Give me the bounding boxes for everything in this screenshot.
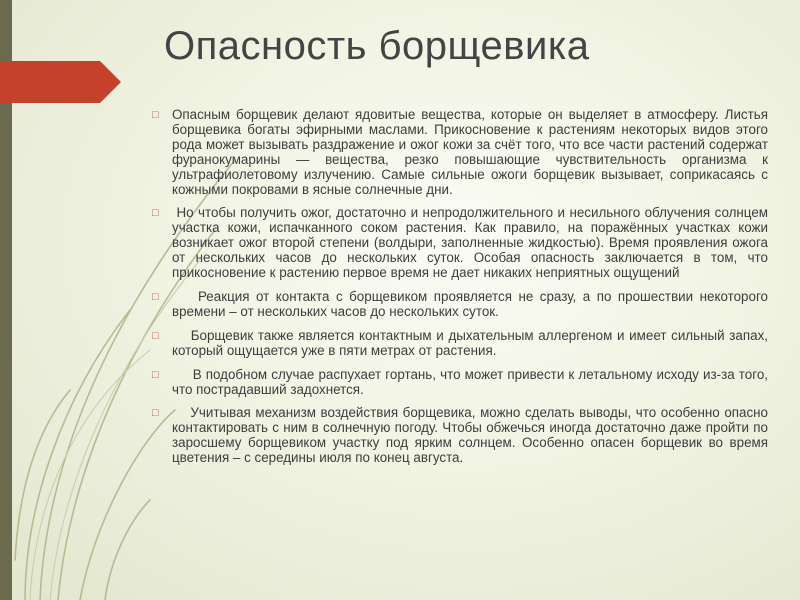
list-item: [152, 405, 772, 466]
paragraph-text: Борщевик также является контактным и дыхательным аллергеном и имеет сильный запах, который ощущается уже в пяти метрах от растения.: [172, 327, 772, 358]
square-outline-icon: □: [152, 407, 159, 420]
paragraph-text: Реакция от контакта с борщевиком проявляется не сразу, а по прошествии некоторого времени – от нескольких часов до нескольких суток.: [172, 288, 772, 319]
paragraph-text: В подобном случае распухает гортань, что может привести к летальному исходу из-за того, что пострадавший задохнется.: [172, 366, 772, 397]
paragraph-text: Опасным борщевик делают ядовитые вещества, которые он выделяет в атмосферу. Листья борщевика богаты эфирными маслами. Прикосновение к растениям некоторых видов этого рода может вызывать раздражение и ожог кожи за счёт того, что все части растений содержат фуранокумарины — вещества, резко повышающие чувствительность организма к ультрафиолетовому излучению. Самые сильные ожоги борщевик вызывает, соприкасаясь с кожными покровами в ясные солнечные дни.: [172, 107, 768, 197]
list-item: [152, 205, 772, 281]
list-item: [152, 327, 772, 359]
square-outline-icon: □: [152, 207, 159, 220]
bullet-list: [152, 107, 772, 475]
list-item: [152, 108, 768, 197]
square-outline-icon: □: [152, 329, 159, 342]
square-outline-icon: □: [152, 290, 159, 303]
square-outline-icon: □: [152, 109, 159, 121]
paragraph-text: Учитывая механизм воздействия борщевика, можно сделать выводы, что особенно опасно контактировать с ним в солнечную погоду. Чтобы обжечься иногда достаточно даже пройти по заросшему борщевиком участку под ярким солнцем. Особенно опасен борщевик во время цветения – с середины июля по конец августа.: [172, 405, 772, 466]
list-item: [152, 366, 772, 398]
title-arrow-banner: [0, 61, 121, 103]
list-item: [152, 288, 772, 320]
paragraph-text: Но чтобы получить ожог, достаточно и непродолжительного и несильного облучения солнцем участка кожи, испачканного соком растения. Как правило, на поражённых участках кожи возникает ожог второй степени (волдыри, заполненные жидкостью). Время проявления ожога от нескольких часов до нескольких суток. Особая опасность заключается в том, что прикосновение к растению первое время не дает никаких неприятных ощущений: [172, 205, 772, 281]
page-title: Опасность борщевика: [164, 24, 590, 68]
square-outline-icon: □: [152, 368, 159, 381]
